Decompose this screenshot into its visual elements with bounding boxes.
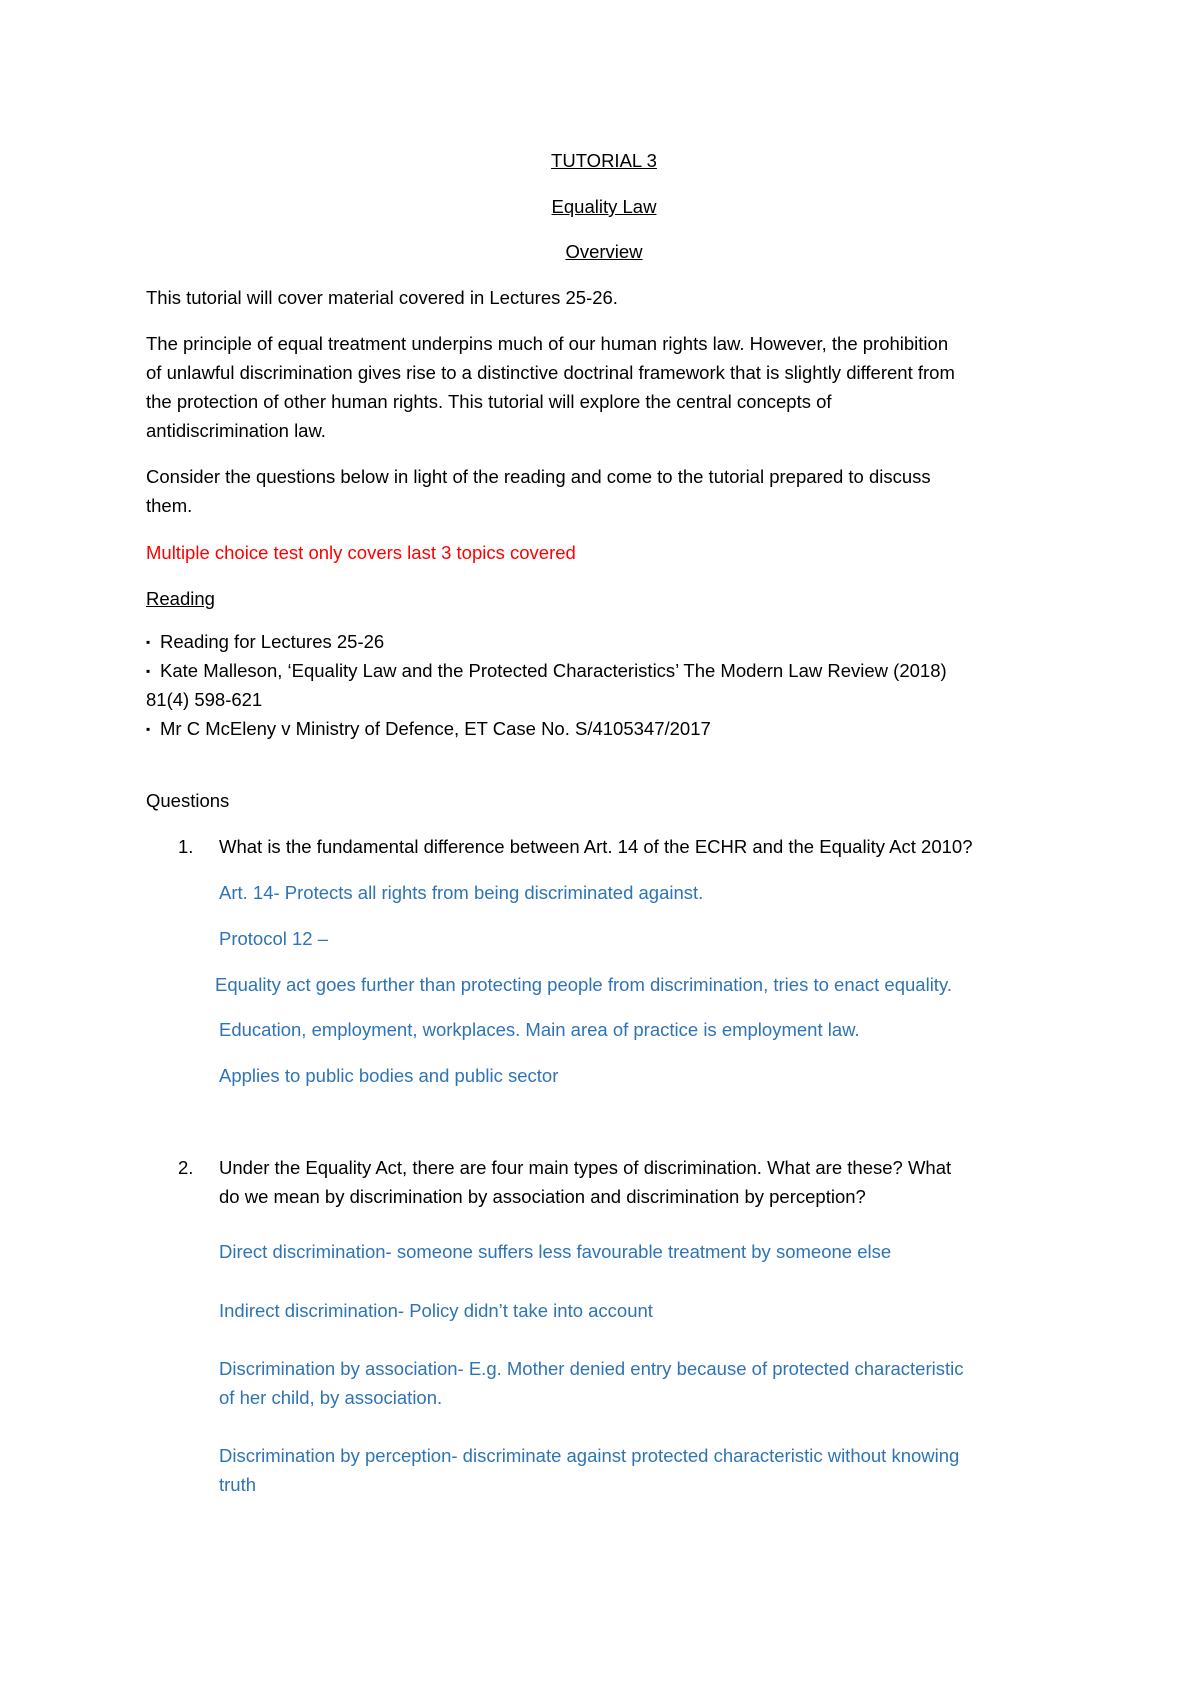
bullet-icon: ▪ [146,635,151,649]
answer-line: Indirect discrimination- Policy didn’t take into account [219,1300,653,1321]
overview-paragraph-2-line: the protection of other human rights. This tutorial will explore the central concepts of [146,391,832,412]
question-2-text-line: do we mean by discrimination by association and discrimination by perception? [219,1186,866,1207]
overview-paragraph-2-line: of unlawful discrimination gives rise to a distinctive doctrinal framework that is slightly different from [146,362,955,383]
page-title: TUTORIAL 3 [551,150,657,171]
answer-line: Discrimination by perception- discriminate against protected characteristic without knowing [219,1445,960,1466]
reading-item-text: Mr C McEleny v Ministry of Defence, ET Case No. S/4105347/2017 [160,718,711,739]
subject-title: Equality Law [551,196,657,217]
answer-line: Discrimination by association- E.g. Mother denied entry because of protected characteristic [219,1358,964,1379]
overview-heading: Overview [565,241,643,262]
answer-line: truth [219,1474,257,1495]
reading-item-text: Kate Malleson, ‘Equality Law and the Protected Characteristics’ The Modern Law Review (2018) [160,660,947,681]
overview-paragraph-3-line: them. [146,495,193,516]
reading-heading: Reading [146,588,215,609]
reading-item [146,660,947,682]
answer-line: Art. 14- Protects all rights from being discriminated against. [219,882,704,903]
overview-paragraph-2-line: antidiscrimination law. [146,420,326,441]
questions-heading: Questions [146,790,230,811]
reading-item [146,718,711,740]
answer-line: Protocol 12 – [219,928,329,949]
bullet-icon: ▪ [146,664,151,678]
answer-line: Direct discrimination- someone suffers less favourable treatment by someone else [219,1241,892,1262]
answer-line: Applies to public bodies and public sector [219,1065,559,1086]
question-2-text-line: Under the Equality Act, there are four main types of discrimination. What are these? What [219,1157,952,1178]
reading-item-continuation: 81(4) 598-621 [146,689,263,710]
reading-item [146,631,384,653]
overview-paragraph-3-line: Consider the questions below in light of the reading and come to the tutorial prepared to discuss [146,466,931,487]
question-1-text: What is the fundamental difference between Art. 14 of the ECHR and the Equality Act 2010? [219,836,973,857]
question-2-number: 2. [178,1157,194,1178]
overview-paragraph-1: This tutorial will cover material covered in Lectures 25-26. [146,287,618,308]
answer-line: Equality act goes further than protecting people from discrimination, tries to enact equality. [215,974,952,995]
question-1-number: 1. [178,836,194,857]
overview-paragraph-2-line: The principle of equal treatment underpins much of our human rights law. However, the prohibition [146,333,949,354]
test-notice: Multiple choice test only covers last 3 topics covered [146,542,576,563]
bullet-icon: ▪ [146,722,151,736]
answer-line: Education, employment, workplaces. Main area of practice is employment law. [219,1019,860,1040]
answer-line: of her child, by association. [219,1387,443,1408]
reading-item-text: Reading for Lectures 25-26 [160,631,385,652]
